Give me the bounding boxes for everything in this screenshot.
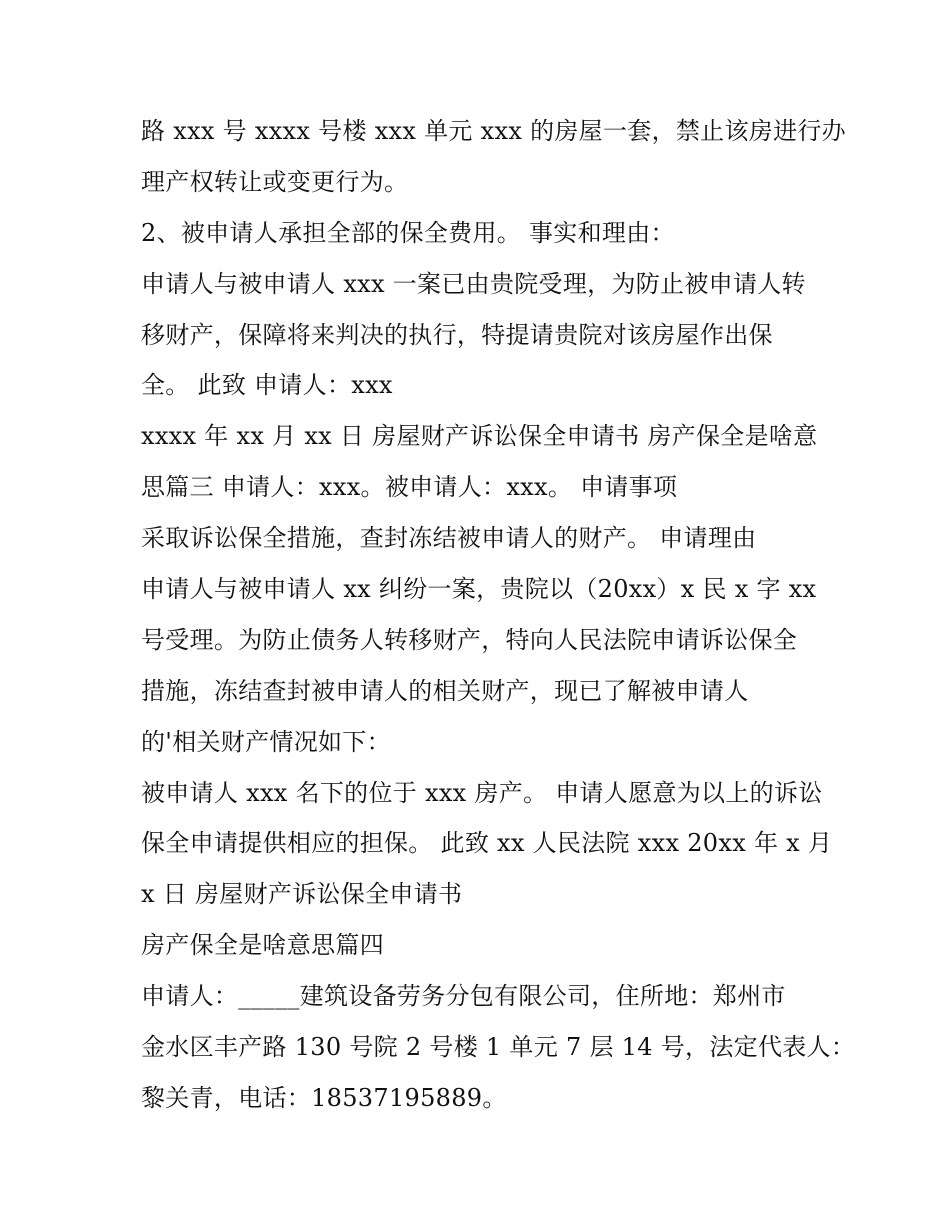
text-line: 措施，冻结查封被申请人的相关财产，现已了解被申请人 bbox=[141, 676, 749, 705]
text-line: 的'相关财产情况如下： bbox=[141, 727, 391, 756]
text-line: 申请人与被申请人 xxx 一案已由贵院受理，为防止被申请人转 bbox=[141, 269, 806, 298]
text-line: 全。 此致 申请人：xxx bbox=[141, 371, 393, 400]
text-line: 申请人与被申请人 xx 纠纷一案，贵院以（20xx）x 民 x 字 xx bbox=[141, 575, 817, 604]
text-line: 路 xxx 号 xxxx 号楼 xxx 单元 xxx 的房屋一套，禁止该房进行办 bbox=[141, 117, 846, 145]
text-line: 被申请人 xxx 名下的位于 xxx 房产。 申请人愿意为以上的诉讼 bbox=[141, 778, 823, 807]
text-line: 申请人：_____建筑设备劳务分包有限公司，住所地：郑州市 bbox=[141, 982, 786, 1011]
text-line: 保全申请提供相应的担保。 此致 xx 人民法院 xxx 20xx 年 x 月 bbox=[141, 829, 833, 858]
text-line: 采取诉讼保全措施，查封冻结被申请人的财产。 申请理由 bbox=[141, 524, 757, 553]
text-line: 黎关青，电话：18537195889。 bbox=[141, 1083, 507, 1112]
section-heading: 房产保全是啥意思篇四 bbox=[141, 931, 384, 960]
text-line: 思篇三 申请人：xxx。被申请人：xxx。 申请事项 bbox=[141, 473, 678, 502]
text-line: 号受理。为防止债务人转移财产，特向人民法院申请诉讼保全 bbox=[141, 625, 798, 654]
document-body bbox=[141, 106, 856, 1124]
text-line: 理产权转让或变更行为。 bbox=[141, 167, 409, 196]
text-line: 移财产，保障将来判决的执行，特提请贵院对该房屋作出保 bbox=[141, 320, 773, 349]
text-line: 2、被申请人承担全部的保全费用。 事实和理由： bbox=[141, 218, 675, 247]
text-line: xxxx 年 xx 月 xx 日 房屋财产诉讼保全申请书 房产保全是啥意 bbox=[141, 422, 818, 451]
text-line: x 日 房屋财产诉讼保全申请书 bbox=[141, 880, 463, 909]
text-line: 金水区丰产路 130 号院 2 号楼 1 单元 7 层 14 号，法定代表人： bbox=[141, 1033, 856, 1062]
